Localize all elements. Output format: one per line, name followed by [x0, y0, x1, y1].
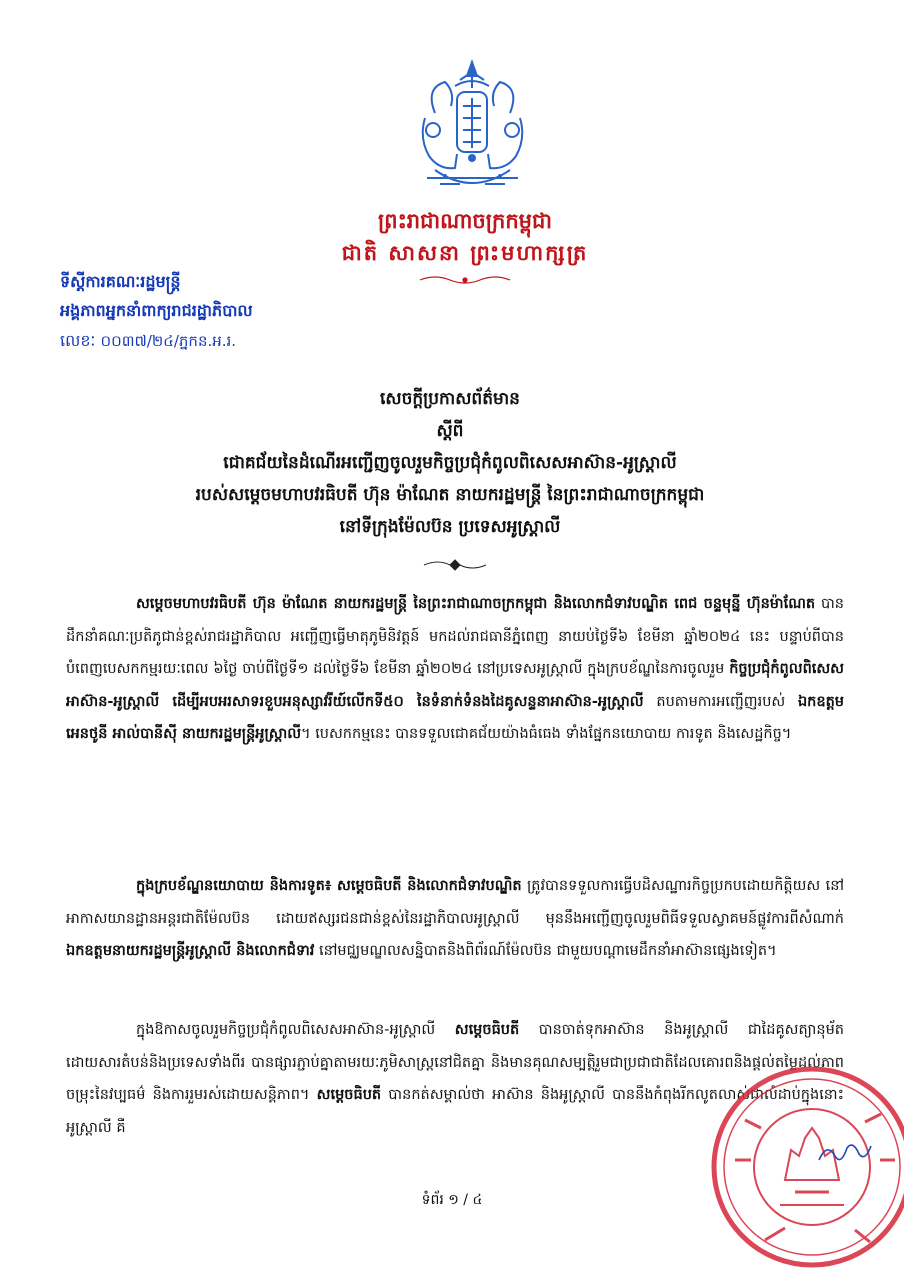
reference-line: [60, 330, 236, 354]
title-line: ជោគជ័យនៃដំណើរអញ្ជើញចូលរួមកិច្ចប្រជុំកំពូលពិសេសអាស៊ាន-អូស្ដ្រាលី: [223, 453, 677, 473]
body-paragraph: [66, 870, 844, 968]
emphasis-text: សម្ដេចមហាបវរធិបតី ហ៊ុន ម៉ាណែត នាយករដ្ឋមន្ត្រី នៃព្រះរាជាណាចក្រកម្ពុជា និងលោកជំទាវបណ្ឌិត ពេជ ចន្ទមុន្នី ហ៊ុនម៉ាណែត: [136, 596, 816, 612]
kingdom-title: ព្រះរាជាណាចក្រកម្ពុជា: [377, 209, 552, 233]
paragraph-text: បានកត់សម្គាល់ថា អាស៊ាន និងអូស្ដ្រាលី បាននឹងកំពុងរីកលូតលាស់ជាលំដាប់ក្នុងនោះ អូស្ដ្រាលី គឺ: [66, 1087, 844, 1136]
paragraph-text: ក្នុងឱកាសចូលរួមកិច្ចប្រជុំកំពូលពិសេសអាស៊ាន-អូស្ដ្រាលី: [136, 1022, 455, 1038]
office-unit: អង្គភាពអ្នកនាំពាក្យរាជរដ្ឋាភិបាល: [60, 301, 253, 320]
paragraph-text: ត្រូវបានទទួលការធ្វើបដិសណ្ឋារកិច្ចប្រកបដោយកិត្តិយស នៅអាកាសយានដ្ឋានអន្តរជាតិម៉ែលប៊ន ដោយឥស្សរជនជាន់ខ្ពស់នៃរដ្ឋាភិបាលអូស្ដ្រាលី មុននឹងអញ្ជើញចូលរួមពិធីទទួលស្វាគមន៍ផ្លូវការពីសំណាក់: [66, 878, 844, 927]
emphasis-text: ឯកឧត្ដម អេនថូនី អាល់បានីស៊ី នាយករដ្ឋមន្ត្រីអូស្ដ្រាលី: [66, 693, 844, 743]
reference-number: ០០៣៧/២៤/ភ្នកន.អ.រ.: [100, 332, 237, 350]
emphasis-text: ក្នុងក្របខ័ណ្ឌនយោបាយ និងការទូត៖ សម្ដេចធិបតី និងលោកជំទាវបណ្ឌិត: [136, 878, 522, 894]
page-number: ទំព័រ ១ / ៤: [421, 1192, 483, 1208]
announcement-title: [100, 383, 800, 543]
emphasis-text: សម្ដេចធិបតី: [454, 1022, 520, 1038]
paragraph-text: តបតាមការអញ្ជើញរបស់: [643, 693, 798, 710]
office-name: ទីស្ដីការគណៈរដ្ឋមន្ត្រី: [60, 272, 181, 291]
national-motto: ជាតិ សាសនា ព្រះមហាក្សត្រ: [341, 241, 589, 265]
title-line: នៅទីក្រុងម៉ែលប៊ន ប្រទេសអូស្ដ្រាលី: [339, 517, 561, 537]
ornament-divider: [415, 272, 515, 288]
ornament-divider: [420, 556, 490, 574]
reference-label: លេខៈ: [60, 331, 96, 350]
title-line: សេចក្ដីប្រកាសព័ត៌មាន: [380, 389, 520, 409]
paragraph-text: បានចាត់ទុកអាស៊ាន និងអូស្ដ្រាលី ជាដៃគូសត្យានុម័ត ដោយសារតំបន់និងប្រទេសទាំងពីរ បានផ្សារភ្ជាប់គ្នាតាមរយៈភូមិសាស្ត្រនៅជិតគ្នា និងមានគុណសម្បត្តិរួមជាប្រជាជាតិដែលគោរពនិងផ្ដល់តម្លៃដល់ភាពចម្រុះនៃវប្បធម៌ និងការរួមរស់ដោយសន្តិភាព។: [66, 1022, 845, 1104]
body-paragraph: [66, 588, 844, 751]
paragraph-text: នៅមជ្ឈមណ្ឌលសន្និបាតនិងពិព័រណ៍ម៉ែលប៊ន ជាមួយបណ្ដាមេដឹកនាំអាស៊ានផ្សេងទៀត។: [314, 943, 777, 960]
paragraph-text: បានដឹកនាំគណៈប្រតិភូជាន់ខ្ពស់រាជរដ្ឋាភិបាល អញ្ជើញធ្វើមាតុភូមិនិវត្តន៍ មកដល់រាជធានីភ្នំពេញ នាយប់ថ្ងៃទី៦ ខែមីនា ឆ្នាំ២០២៤ នេះ បន្ទាប់ពីបានបំពេញបេសកកម្មរយៈពេល ៦ថ្ងៃ ចាប់ពីថ្ងៃទី១ ដល់ថ្ងៃទី៦ ខែមីនា ឆ្នាំ២០២៤ នៅប្រទេសអូស្ដ្រាលី ក្នុងក្របខ័ណ្ឌនៃការចូលរួម: [66, 596, 844, 678]
emphasis-text: ឯកឧត្ដមនាយករដ្ឋមន្ត្រីអូស្ដ្រាលី និងលោកជំទាវ: [66, 943, 315, 960]
emphasis-text: សម្ដេចធិបតី: [316, 1087, 382, 1104]
paragraph-text: ។ បេសកកម្មនេះ បានទទួលជោគជ័យយ៉ាងធំធេង ទាំងផ្នែកនយោបាយ ការទូត និងសេដ្ឋកិច្ច។: [301, 726, 792, 743]
handwritten-signature: [815, 1138, 875, 1168]
emphasis-text: កិច្ចប្រជុំកំពូលពិសេសអាស៊ាន-អូស្ដ្រាលី ដើម្បីអបអរសាទរខួបអនុស្សាវរីយ៍លើកទី៥០ នៃទំនាក់ទំនងដៃគូសន្ទនាអាស៊ាន-អូស្ដ្រាលី: [66, 661, 844, 710]
title-line: ស្ដីពី: [436, 421, 464, 441]
royal-arms-emblem: [405, 58, 540, 203]
title-line: របស់សម្ដេចមហាបវរធិបតី ហ៊ុន ម៉ាណែត នាយករដ្ឋមន្ត្រី នៃព្រះរាជាណាចក្រកម្ពុជា: [195, 485, 705, 505]
